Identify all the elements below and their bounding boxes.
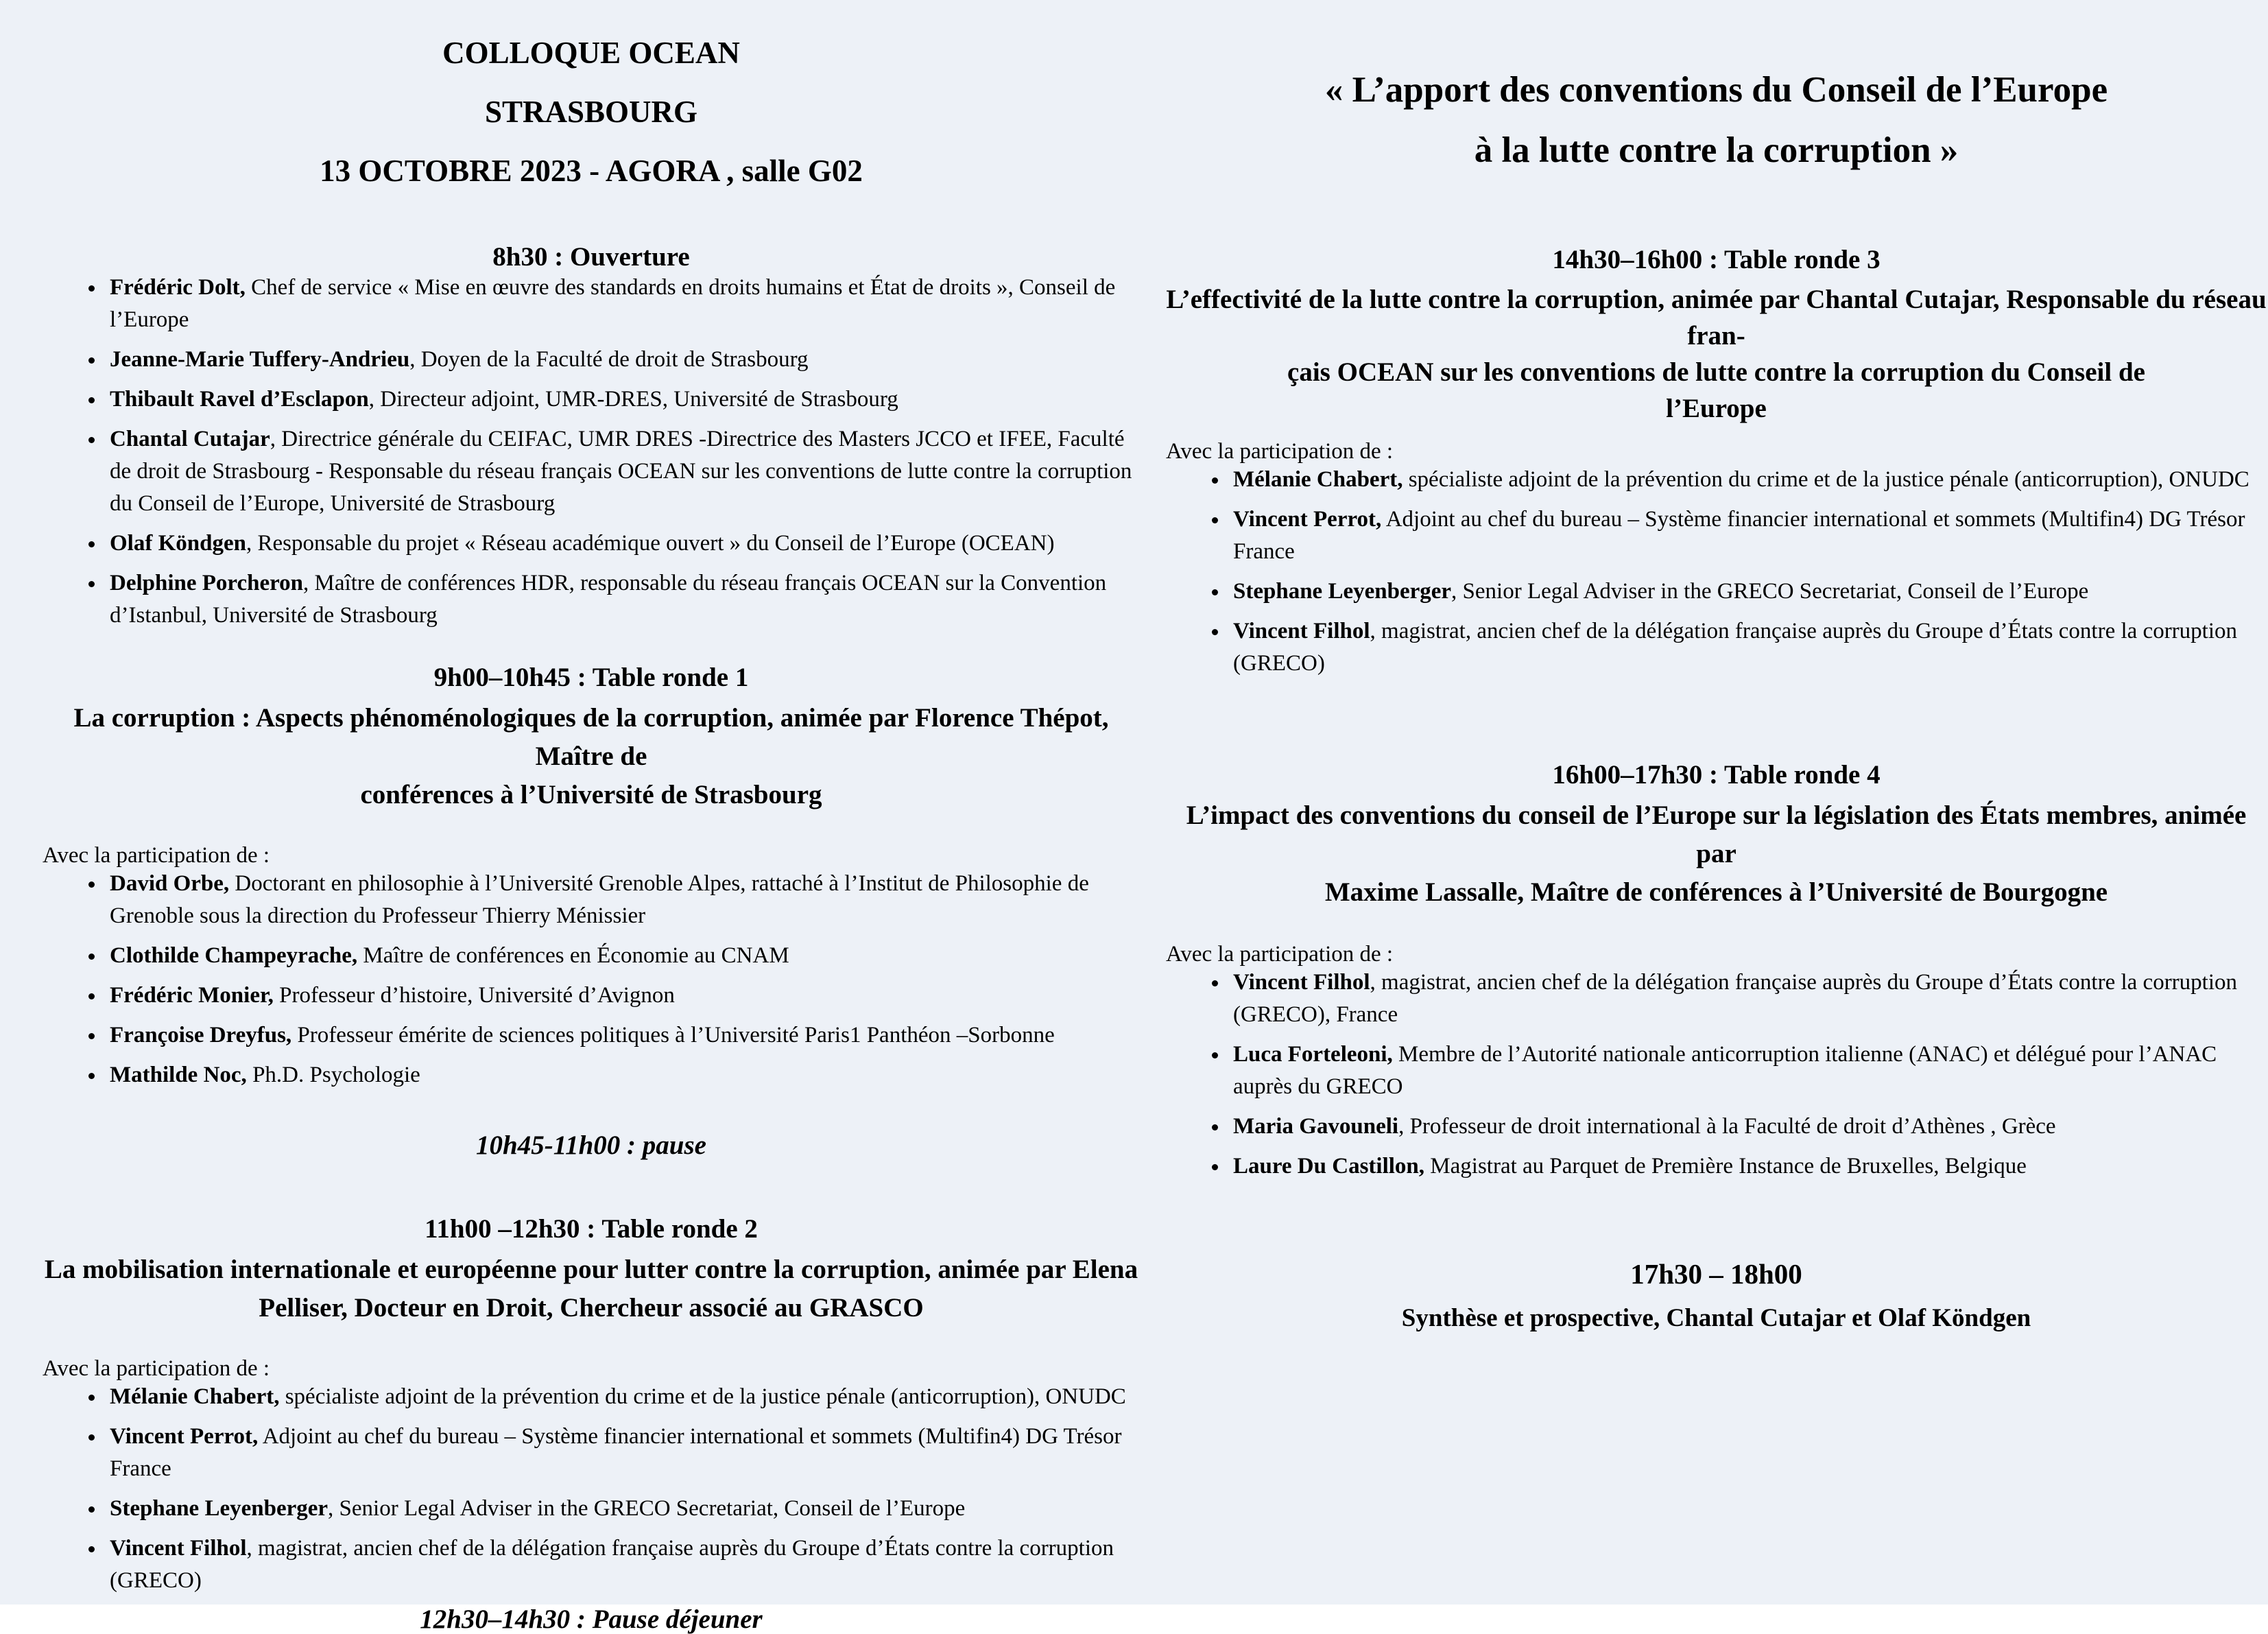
list-item	[106, 980, 1140, 1012]
participant-desc: spécialiste adjoint de la prévention du crime et de la justice pénale (anticorruption), ONUDC	[279, 1384, 1126, 1409]
table-ronde-4-participants-list	[1166, 967, 2267, 1183]
table-ronde-1-participants-list	[43, 868, 1140, 1091]
participant-name: Mélanie Chabert,	[1233, 467, 1403, 492]
participant-name: David Orbe,	[110, 871, 230, 896]
participant-desc: Maître de conférences en Économie au CNAM	[357, 943, 789, 968]
closing-session-subtitle: Synthèse et prospective, Chantal Cutajar et Olaf Köndgen	[1401, 1304, 2031, 1332]
list-item	[106, 423, 1140, 520]
list-item	[106, 940, 1140, 972]
table-ronde-2-participants-list	[43, 1381, 1140, 1597]
participant-desc: , Directeur adjoint, UMR-DRES, Université de Strasbourg	[368, 387, 898, 412]
participant-desc: , magistrat, ancien chef de la délégation française auprès du Groupe d’États contre la corruption (GRECO)	[1233, 619, 2238, 676]
pause-lunch: 12h30–14h30 : Pause déjeuner	[420, 1605, 763, 1634]
title-line-colloque: COLLOQUE OCEAN	[442, 36, 740, 70]
participant-desc: , Senior Legal Adviser in the GRECO Secretariat, Conseil de l’Europe	[1451, 579, 2089, 604]
list-item	[1229, 576, 2267, 608]
participant-desc: Adjoint au chef du bureau – Système financier international et sommets (Multifin4) DG Trésor France	[1233, 507, 2245, 564]
participant-desc: Adjoint au chef du bureau – Système financier international et sommets (Multifin4) DG Trésor France	[110, 1424, 1122, 1481]
description-line: L’effectivité de la lutte contre la corruption, animée par Chantal Cutajar, Responsable du réseau fran-	[1166, 285, 2267, 351]
participant-name: Delphine Porcheron	[110, 571, 304, 595]
closing-session-heading: 17h30 – 18h00	[1630, 1258, 1802, 1290]
theme-title-line: « L’apport des conventions du Conseil de l’Europe	[1324, 70, 2108, 110]
table-ronde-2-heading: 11h00 –12h30 : Table ronde 2	[425, 1214, 758, 1244]
table-ronde-3-heading: 14h30–16h00 : Table ronde 3	[1552, 245, 1881, 274]
participant-desc: , magistrat, ancien chef de la délégation française auprès du Groupe d’États contre la corruption (GRECO), France	[1233, 970, 2238, 1027]
participant-name: Olaf Köndgen	[110, 531, 246, 556]
participant-desc: Professeur d’histoire, Université d’Avignon	[273, 983, 675, 1008]
participant-name: Vincent Filhol	[1233, 619, 1370, 643]
table-ronde-3-description	[1166, 281, 2267, 427]
participant-desc: , Directrice générale du CEIFAC, UMR DRES -Directrice des Masters JCCO et IFEE, Faculté de droit de Strasbourg - Responsable du réseau français OCEAN sur les conventions de lutte contre la corruption du Conseil de l’Europe, Université de Strasbourg	[110, 427, 1132, 516]
description-line: Pelliser, Docteur en Droit, Chercheur associé au GRASCO	[259, 1293, 924, 1323]
participant-name: Jeanne-Marie Tuffery-Andrieu	[110, 347, 410, 372]
participation-label: Avec la participation de :	[43, 1356, 270, 1381]
participant-name: Vincent Filhol	[1233, 970, 1370, 995]
conference-theme-title	[1166, 72, 2267, 169]
ouverture-participants-list	[43, 272, 1140, 632]
title-line-date-venue: 13 OCTOBRE 2023 - AGORA , salle G02	[320, 154, 863, 188]
participant-desc: Magistrat au Parquet de Première Instance de Bruxelles, Belgique	[1424, 1154, 2027, 1179]
participant-desc: Membre de l’Autorité nationale anticorruption italienne (ANAC) et délégué pour l’ANAC auprès du GRECO	[1233, 1042, 2217, 1099]
list-item	[106, 1381, 1140, 1413]
participant-name: Mélanie Chabert,	[110, 1384, 280, 1409]
participant-name: Françoise Dreyfus,	[110, 1023, 292, 1047]
participant-name: Maria Gavouneli	[1233, 1114, 1399, 1139]
description-line: La corruption : Aspects phénoménologiques de la corruption, animée par Florence Thépot, Maître de	[73, 703, 1109, 771]
description-line: conférences à l’Université de Strasbourg	[360, 780, 822, 809]
list-item	[106, 528, 1140, 560]
participant-name: Clothilde Champeyrache,	[110, 943, 358, 968]
description-line: La mobilisation internationale et européenne pour lutter contre la corruption, animée par Elena	[44, 1255, 1138, 1284]
list-item	[1229, 615, 2267, 680]
participant-desc: , Maître de conférences HDR, responsable du réseau français OCEAN sur la Convention d’Istanbul, Université de Strasbourg	[110, 571, 1107, 628]
table-ronde-4-description	[1166, 796, 2267, 912]
participant-desc: , Senior Legal Adviser in the GRECO Secretariat, Conseil de l’Europe	[328, 1496, 966, 1521]
participant-desc: Doctorant en philosophie à l’Université Grenoble Alpes, rattaché à l’Institut de Philosophie de Grenoble sous la direction du Professeur Thierry Ménissier	[110, 871, 1089, 928]
description-line: Maxime Lassalle, Maître de conférences à l’Université de Bourgogne	[1324, 877, 2108, 907]
ouverture-heading: 8h30 : Ouverture	[492, 242, 690, 272]
participant-name: Chantal Cutajar	[110, 427, 270, 451]
list-item	[106, 272, 1140, 336]
pause-morning: 10h45-11h00 : pause	[476, 1130, 706, 1160]
list-item	[106, 1019, 1140, 1052]
participant-desc: Ph.D. Psychologie	[246, 1063, 420, 1087]
participation-label: Avec la participation de :	[43, 843, 270, 868]
participant-desc: , Doyen de la Faculté de droit de Strasbourg	[409, 347, 809, 372]
table-ronde-3-participants-list	[1166, 464, 2267, 680]
participant-name: Vincent Perrot,	[1233, 507, 1382, 532]
list-item	[106, 1493, 1140, 1525]
participation-label: Avec la participation de :	[1166, 942, 1394, 967]
participant-desc: , Professeur de droit international à la Faculté de droit d’Athènes , Grèce	[1398, 1114, 2056, 1139]
participant-name: Frédéric Monier,	[110, 983, 274, 1008]
participant-desc: Chef de service « Mise en œuvre des standards en droits humains et État de droits », Conseil de l’Europe	[110, 275, 1116, 332]
list-item	[1229, 1039, 2267, 1103]
table-ronde-1-heading: 9h00–10h45 : Table ronde 1	[433, 663, 749, 692]
list-item	[1229, 464, 2267, 496]
participant-desc: spécialiste adjoint de la prévention du crime et de la justice pénale (anticorruption), ONUDC	[1402, 467, 2249, 492]
list-item	[1229, 1111, 2267, 1143]
list-item	[1229, 1150, 2267, 1183]
document-title	[43, 38, 1140, 187]
description-line: l’Europe	[1666, 394, 1767, 423]
participant-name: Stephane Leyenberger	[110, 1496, 329, 1521]
theme-title-line: à la lutte contre la corruption »	[1474, 130, 1959, 170]
description-line: L’impact des conventions du conseil de l’Europe sur la législation des États membres, animée par	[1186, 801, 2247, 868]
table-ronde-2-description	[43, 1251, 1140, 1327]
participant-name: Frédéric Dolt,	[110, 275, 246, 300]
list-item	[106, 868, 1140, 932]
participant-name: Mathilde Noc,	[110, 1063, 247, 1087]
list-item	[106, 567, 1140, 632]
title-line-city: STRASBOURG	[484, 95, 698, 129]
list-item	[106, 383, 1140, 416]
description-line: çais OCEAN sur les conventions de lutte contre la corruption du Conseil de	[1287, 357, 2145, 387]
list-item	[106, 1059, 1140, 1091]
list-item	[1229, 967, 2267, 1031]
list-item	[106, 1421, 1140, 1485]
participant-name: Stephane Leyenberger	[1233, 579, 1452, 604]
participant-name: Laure Du Castillon,	[1233, 1154, 1425, 1179]
participation-label: Avec la participation de :	[1166, 439, 1394, 464]
table-ronde-4-heading: 16h00–17h30 : Table ronde 4	[1552, 760, 1881, 790]
participant-name: Vincent Filhol	[110, 1536, 247, 1561]
list-item	[106, 344, 1140, 376]
participant-name: Vincent Perrot,	[110, 1424, 259, 1449]
participant-desc: Professeur émérite de sciences politiques à l’Université Paris1 Panthéon –Sorbonne	[291, 1023, 1055, 1047]
participant-name: Thibault Ravel d’Esclapon	[110, 387, 369, 412]
participant-desc: , Responsable du projet « Réseau académique ouvert » du Conseil de l’Europe (OCEAN)	[246, 531, 1055, 556]
left-column	[43, 0, 1140, 1634]
participant-name: Luca Forteleoni,	[1233, 1042, 1393, 1067]
list-item	[1229, 504, 2267, 568]
list-item	[106, 1532, 1140, 1597]
participant-desc: , magistrat, ancien chef de la délégation française auprès du Groupe d’États contre la corruption (GRECO)	[110, 1536, 1114, 1593]
right-column	[1166, 0, 2267, 1333]
table-ronde-1-description	[43, 699, 1140, 814]
